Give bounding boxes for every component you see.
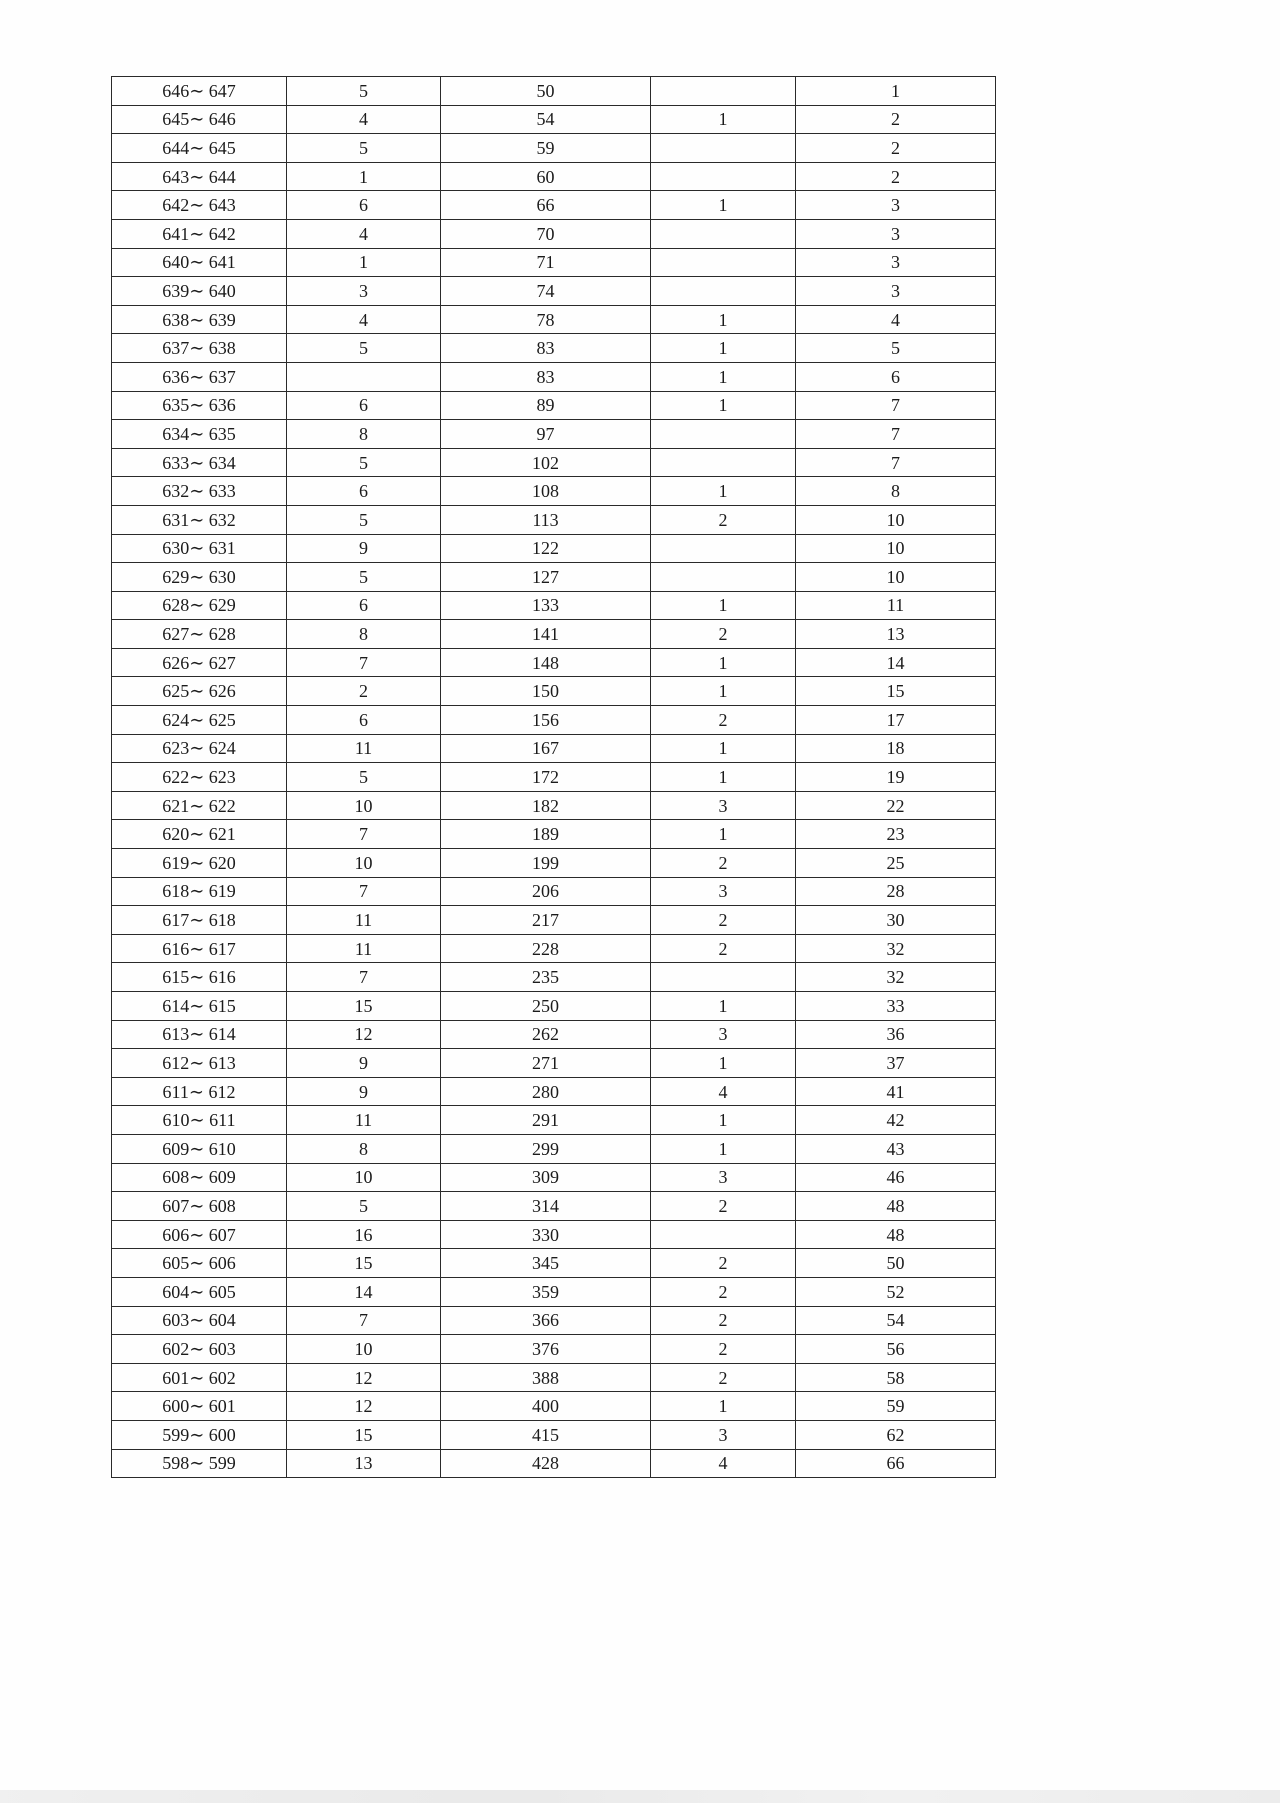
cumulative-count-cell: 280 [441,1077,651,1106]
cumulative-count2-cell: 66 [796,1449,996,1478]
cumulative-count-cell: 167 [441,734,651,763]
count2-cell: 1 [651,591,796,620]
cumulative-count2-cell: 50 [796,1249,996,1278]
score-range-cell: 599∼ 600 [112,1420,287,1449]
cumulative-count-cell: 66 [441,191,651,220]
count-cell: 11 [287,906,441,935]
score-range-cell: 631∼ 632 [112,505,287,534]
count2-cell: 2 [651,505,796,534]
cumulative-count-cell: 83 [441,362,651,391]
count-cell: 13 [287,1449,441,1478]
table-body [112,77,996,1478]
count-cell: 8 [287,420,441,449]
count-cell: 14 [287,1277,441,1306]
count2-cell: 1 [651,305,796,334]
table-row [112,992,996,1021]
score-range-cell: 630∼ 631 [112,534,287,563]
count2-cell: 2 [651,934,796,963]
score-range-cell: 608∼ 609 [112,1163,287,1192]
cumulative-count-cell: 400 [441,1392,651,1421]
table-row [112,1192,996,1221]
score-range-cell: 603∼ 604 [112,1306,287,1335]
count-cell: 15 [287,992,441,1021]
cumulative-count2-cell: 7 [796,420,996,449]
table-row [112,1134,996,1163]
score-range-cell: 642∼ 643 [112,191,287,220]
score-range-cell: 610∼ 611 [112,1106,287,1135]
table-row [112,77,996,106]
score-range-cell: 637∼ 638 [112,334,287,363]
cumulative-count2-cell: 3 [796,248,996,277]
table-row [112,1449,996,1478]
count2-cell: 2 [651,620,796,649]
count2-cell [651,277,796,306]
cumulative-count-cell: 388 [441,1363,651,1392]
score-range-cell: 632∼ 633 [112,477,287,506]
cumulative-count2-cell: 2 [796,162,996,191]
count2-cell: 1 [651,191,796,220]
cumulative-count2-cell: 2 [796,134,996,163]
score-range-cell: 604∼ 605 [112,1277,287,1306]
table-row [112,1049,996,1078]
score-range-cell: 621∼ 622 [112,791,287,820]
score-distribution-table [111,76,996,1478]
count2-cell [651,162,796,191]
table-row [112,1249,996,1278]
count2-cell: 1 [651,105,796,134]
table-row [112,1220,996,1249]
cumulative-count2-cell: 19 [796,763,996,792]
table-row [112,105,996,134]
cumulative-count2-cell: 33 [796,992,996,1021]
cumulative-count-cell: 228 [441,934,651,963]
cumulative-count2-cell: 32 [796,934,996,963]
count-cell: 1 [287,248,441,277]
table-row [112,1363,996,1392]
count2-cell: 3 [651,877,796,906]
cumulative-count2-cell: 54 [796,1306,996,1335]
cumulative-count-cell: 74 [441,277,651,306]
score-range-cell: 629∼ 630 [112,563,287,592]
table-row [112,706,996,735]
cumulative-count2-cell: 32 [796,963,996,992]
score-range-cell: 601∼ 602 [112,1363,287,1392]
count2-cell: 1 [651,362,796,391]
count2-cell: 3 [651,1163,796,1192]
cumulative-count-cell: 330 [441,1220,651,1249]
count-cell: 5 [287,505,441,534]
count-cell: 7 [287,820,441,849]
count-cell: 8 [287,1134,441,1163]
cumulative-count2-cell: 41 [796,1077,996,1106]
count2-cell: 2 [651,1335,796,1364]
count2-cell [651,134,796,163]
table-row [112,334,996,363]
count-cell: 15 [287,1249,441,1278]
count2-cell: 4 [651,1077,796,1106]
cumulative-count2-cell: 46 [796,1163,996,1192]
cumulative-count-cell: 217 [441,906,651,935]
cumulative-count-cell: 172 [441,763,651,792]
count-cell: 15 [287,1420,441,1449]
count2-cell: 1 [651,334,796,363]
count2-cell: 1 [651,1134,796,1163]
cumulative-count2-cell: 28 [796,877,996,906]
count-cell: 12 [287,1363,441,1392]
cumulative-count-cell: 127 [441,563,651,592]
cumulative-count-cell: 376 [441,1335,651,1364]
table-row [112,1306,996,1335]
count2-cell: 2 [651,1249,796,1278]
cumulative-count-cell: 291 [441,1106,651,1135]
score-range-cell: 622∼ 623 [112,763,287,792]
score-range-cell: 643∼ 644 [112,162,287,191]
count-cell: 5 [287,563,441,592]
count-cell: 6 [287,391,441,420]
score-range-cell: 639∼ 640 [112,277,287,306]
cumulative-count2-cell: 36 [796,1020,996,1049]
cumulative-count2-cell: 56 [796,1335,996,1364]
score-range-cell: 644∼ 645 [112,134,287,163]
cumulative-count2-cell: 25 [796,849,996,878]
score-range-cell: 624∼ 625 [112,706,287,735]
score-range-cell: 617∼ 618 [112,906,287,935]
count-cell: 12 [287,1392,441,1421]
cumulative-count2-cell: 48 [796,1192,996,1221]
cumulative-count-cell: 206 [441,877,651,906]
count-cell: 6 [287,477,441,506]
score-range-cell: 611∼ 612 [112,1077,287,1106]
score-range-cell: 600∼ 601 [112,1392,287,1421]
table-row [112,477,996,506]
count-cell: 11 [287,734,441,763]
count2-cell: 2 [651,1363,796,1392]
score-range-cell: 625∼ 626 [112,677,287,706]
table-row [112,134,996,163]
cumulative-count2-cell: 10 [796,563,996,592]
cumulative-count-cell: 71 [441,248,651,277]
score-range-cell: 606∼ 607 [112,1220,287,1249]
count2-cell: 2 [651,906,796,935]
score-range-cell: 638∼ 639 [112,305,287,334]
count2-cell: 3 [651,1420,796,1449]
cumulative-count2-cell: 43 [796,1134,996,1163]
cumulative-count2-cell: 59 [796,1392,996,1421]
score-range-cell: 634∼ 635 [112,420,287,449]
table-row [112,820,996,849]
score-range-cell: 633∼ 634 [112,448,287,477]
count-cell: 7 [287,648,441,677]
score-range-cell: 619∼ 620 [112,849,287,878]
count-cell: 4 [287,105,441,134]
count-cell: 2 [287,677,441,706]
count2-cell: 2 [651,1306,796,1335]
table-row [112,448,996,477]
count2-cell [651,420,796,449]
table-row [112,677,996,706]
count-cell: 10 [287,849,441,878]
cumulative-count2-cell: 13 [796,620,996,649]
count-cell [287,362,441,391]
cumulative-count2-cell: 3 [796,219,996,248]
score-range-cell: 614∼ 615 [112,992,287,1021]
count2-cell: 1 [651,391,796,420]
cumulative-count-cell: 415 [441,1420,651,1449]
count-cell: 9 [287,1049,441,1078]
cumulative-count-cell: 122 [441,534,651,563]
cumulative-count2-cell: 8 [796,477,996,506]
count-cell: 12 [287,1020,441,1049]
count2-cell: 2 [651,1192,796,1221]
count-cell: 6 [287,591,441,620]
score-range-cell: 607∼ 608 [112,1192,287,1221]
table-row [112,591,996,620]
count2-cell [651,963,796,992]
cumulative-count2-cell: 18 [796,734,996,763]
cumulative-count-cell: 133 [441,591,651,620]
table-row [112,620,996,649]
count2-cell: 1 [651,1049,796,1078]
score-range-cell: 609∼ 610 [112,1134,287,1163]
table-row [112,391,996,420]
cumulative-count-cell: 148 [441,648,651,677]
table-row [112,963,996,992]
score-range-cell: 645∼ 646 [112,105,287,134]
score-range-cell: 646∼ 647 [112,77,287,106]
cumulative-count2-cell: 42 [796,1106,996,1135]
cumulative-count-cell: 102 [441,448,651,477]
cumulative-count2-cell: 15 [796,677,996,706]
count-cell: 10 [287,1163,441,1192]
count2-cell: 2 [651,1277,796,1306]
cumulative-count2-cell: 62 [796,1420,996,1449]
count2-cell: 3 [651,1020,796,1049]
table-row [112,563,996,592]
cumulative-count-cell: 235 [441,963,651,992]
count2-cell [651,534,796,563]
cumulative-count-cell: 299 [441,1134,651,1163]
table-row [112,362,996,391]
score-range-cell: 602∼ 603 [112,1335,287,1364]
cumulative-count-cell: 78 [441,305,651,334]
table-row [112,763,996,792]
table-row [112,906,996,935]
count-cell: 7 [287,877,441,906]
count2-cell: 2 [651,706,796,735]
count-cell: 4 [287,219,441,248]
table-row [112,877,996,906]
count-cell: 9 [287,534,441,563]
count-cell: 6 [287,191,441,220]
count-cell: 5 [287,134,441,163]
count-cell: 7 [287,963,441,992]
count-cell: 3 [287,277,441,306]
count2-cell: 1 [651,477,796,506]
scan-artifact [0,1790,1280,1803]
table-row [112,191,996,220]
cumulative-count2-cell: 7 [796,391,996,420]
cumulative-count2-cell: 10 [796,534,996,563]
table-row [112,1020,996,1049]
count2-cell [651,248,796,277]
table-row [112,420,996,449]
table-row [112,1077,996,1106]
count-cell: 6 [287,706,441,735]
score-range-cell: 605∼ 606 [112,1249,287,1278]
count-cell: 1 [287,162,441,191]
table-row [112,534,996,563]
count-cell: 11 [287,1106,441,1135]
cumulative-count-cell: 113 [441,505,651,534]
cumulative-count-cell: 108 [441,477,651,506]
count-cell: 7 [287,1306,441,1335]
count-cell: 5 [287,77,441,106]
table-row [112,1420,996,1449]
cumulative-count-cell: 141 [441,620,651,649]
score-range-cell: 628∼ 629 [112,591,287,620]
count-cell: 11 [287,934,441,963]
count2-cell: 1 [651,648,796,677]
cumulative-count2-cell: 22 [796,791,996,820]
score-range-cell: 627∼ 628 [112,620,287,649]
cumulative-count-cell: 89 [441,391,651,420]
cumulative-count2-cell: 52 [796,1277,996,1306]
cumulative-count-cell: 366 [441,1306,651,1335]
cumulative-count-cell: 70 [441,219,651,248]
cumulative-count2-cell: 37 [796,1049,996,1078]
cumulative-count-cell: 345 [441,1249,651,1278]
cumulative-count2-cell: 58 [796,1363,996,1392]
score-range-cell: 635∼ 636 [112,391,287,420]
cumulative-count-cell: 97 [441,420,651,449]
table-row [112,305,996,334]
cumulative-count-cell: 60 [441,162,651,191]
count-cell: 9 [287,1077,441,1106]
table-row [112,934,996,963]
count2-cell: 1 [651,1392,796,1421]
cumulative-count2-cell: 23 [796,820,996,849]
table-row [112,277,996,306]
cumulative-count2-cell: 11 [796,591,996,620]
cumulative-count2-cell: 30 [796,906,996,935]
cumulative-count2-cell: 14 [796,648,996,677]
cumulative-count-cell: 50 [441,77,651,106]
cumulative-count-cell: 271 [441,1049,651,1078]
count-cell: 5 [287,763,441,792]
table-row [112,648,996,677]
count2-cell: 1 [651,734,796,763]
score-range-cell: 618∼ 619 [112,877,287,906]
cumulative-count-cell: 359 [441,1277,651,1306]
score-range-cell: 615∼ 616 [112,963,287,992]
cumulative-count-cell: 250 [441,992,651,1021]
count2-cell: 1 [651,677,796,706]
table-row [112,1335,996,1364]
table-row [112,219,996,248]
cumulative-count-cell: 54 [441,105,651,134]
count2-cell: 3 [651,791,796,820]
count-cell: 10 [287,791,441,820]
count-cell: 10 [287,1335,441,1364]
score-range-cell: 598∼ 599 [112,1449,287,1478]
count-cell: 16 [287,1220,441,1249]
cumulative-count2-cell: 3 [796,191,996,220]
score-range-cell: 626∼ 627 [112,648,287,677]
score-range-cell: 613∼ 614 [112,1020,287,1049]
table-row [112,849,996,878]
score-range-cell: 636∼ 637 [112,362,287,391]
table-row [112,791,996,820]
cumulative-count2-cell: 17 [796,706,996,735]
score-range-cell: 616∼ 617 [112,934,287,963]
score-range-cell: 641∼ 642 [112,219,287,248]
cumulative-count2-cell: 3 [796,277,996,306]
count2-cell: 4 [651,1449,796,1478]
table-row [112,1277,996,1306]
score-range-cell: 640∼ 641 [112,248,287,277]
count-cell: 4 [287,305,441,334]
cumulative-count2-cell: 4 [796,305,996,334]
cumulative-count-cell: 199 [441,849,651,878]
cumulative-count-cell: 189 [441,820,651,849]
cumulative-count-cell: 314 [441,1192,651,1221]
cumulative-count-cell: 309 [441,1163,651,1192]
table-row [112,1163,996,1192]
cumulative-count-cell: 83 [441,334,651,363]
cumulative-count2-cell: 1 [796,77,996,106]
count2-cell [651,219,796,248]
count2-cell: 1 [651,820,796,849]
cumulative-count2-cell: 10 [796,505,996,534]
cumulative-count-cell: 428 [441,1449,651,1478]
count2-cell [651,563,796,592]
table-row [112,162,996,191]
cumulative-count2-cell: 7 [796,448,996,477]
cumulative-count2-cell: 48 [796,1220,996,1249]
cumulative-count-cell: 182 [441,791,651,820]
score-range-cell: 612∼ 613 [112,1049,287,1078]
table-row [112,505,996,534]
count2-cell: 1 [651,992,796,1021]
table-row [112,734,996,763]
count2-cell: 1 [651,1106,796,1135]
count2-cell: 2 [651,849,796,878]
count-cell: 5 [287,1192,441,1221]
count2-cell [651,77,796,106]
table-row [112,1392,996,1421]
cumulative-count-cell: 156 [441,706,651,735]
cumulative-count2-cell: 6 [796,362,996,391]
cumulative-count-cell: 59 [441,134,651,163]
cumulative-count-cell: 150 [441,677,651,706]
count-cell: 8 [287,620,441,649]
count-cell: 5 [287,448,441,477]
cumulative-count-cell: 262 [441,1020,651,1049]
count2-cell: 1 [651,763,796,792]
cumulative-count2-cell: 5 [796,334,996,363]
count-cell: 5 [287,334,441,363]
score-range-cell: 620∼ 621 [112,820,287,849]
count2-cell [651,448,796,477]
count2-cell [651,1220,796,1249]
cumulative-count2-cell: 2 [796,105,996,134]
table-row [112,248,996,277]
table-row [112,1106,996,1135]
score-range-cell: 623∼ 624 [112,734,287,763]
